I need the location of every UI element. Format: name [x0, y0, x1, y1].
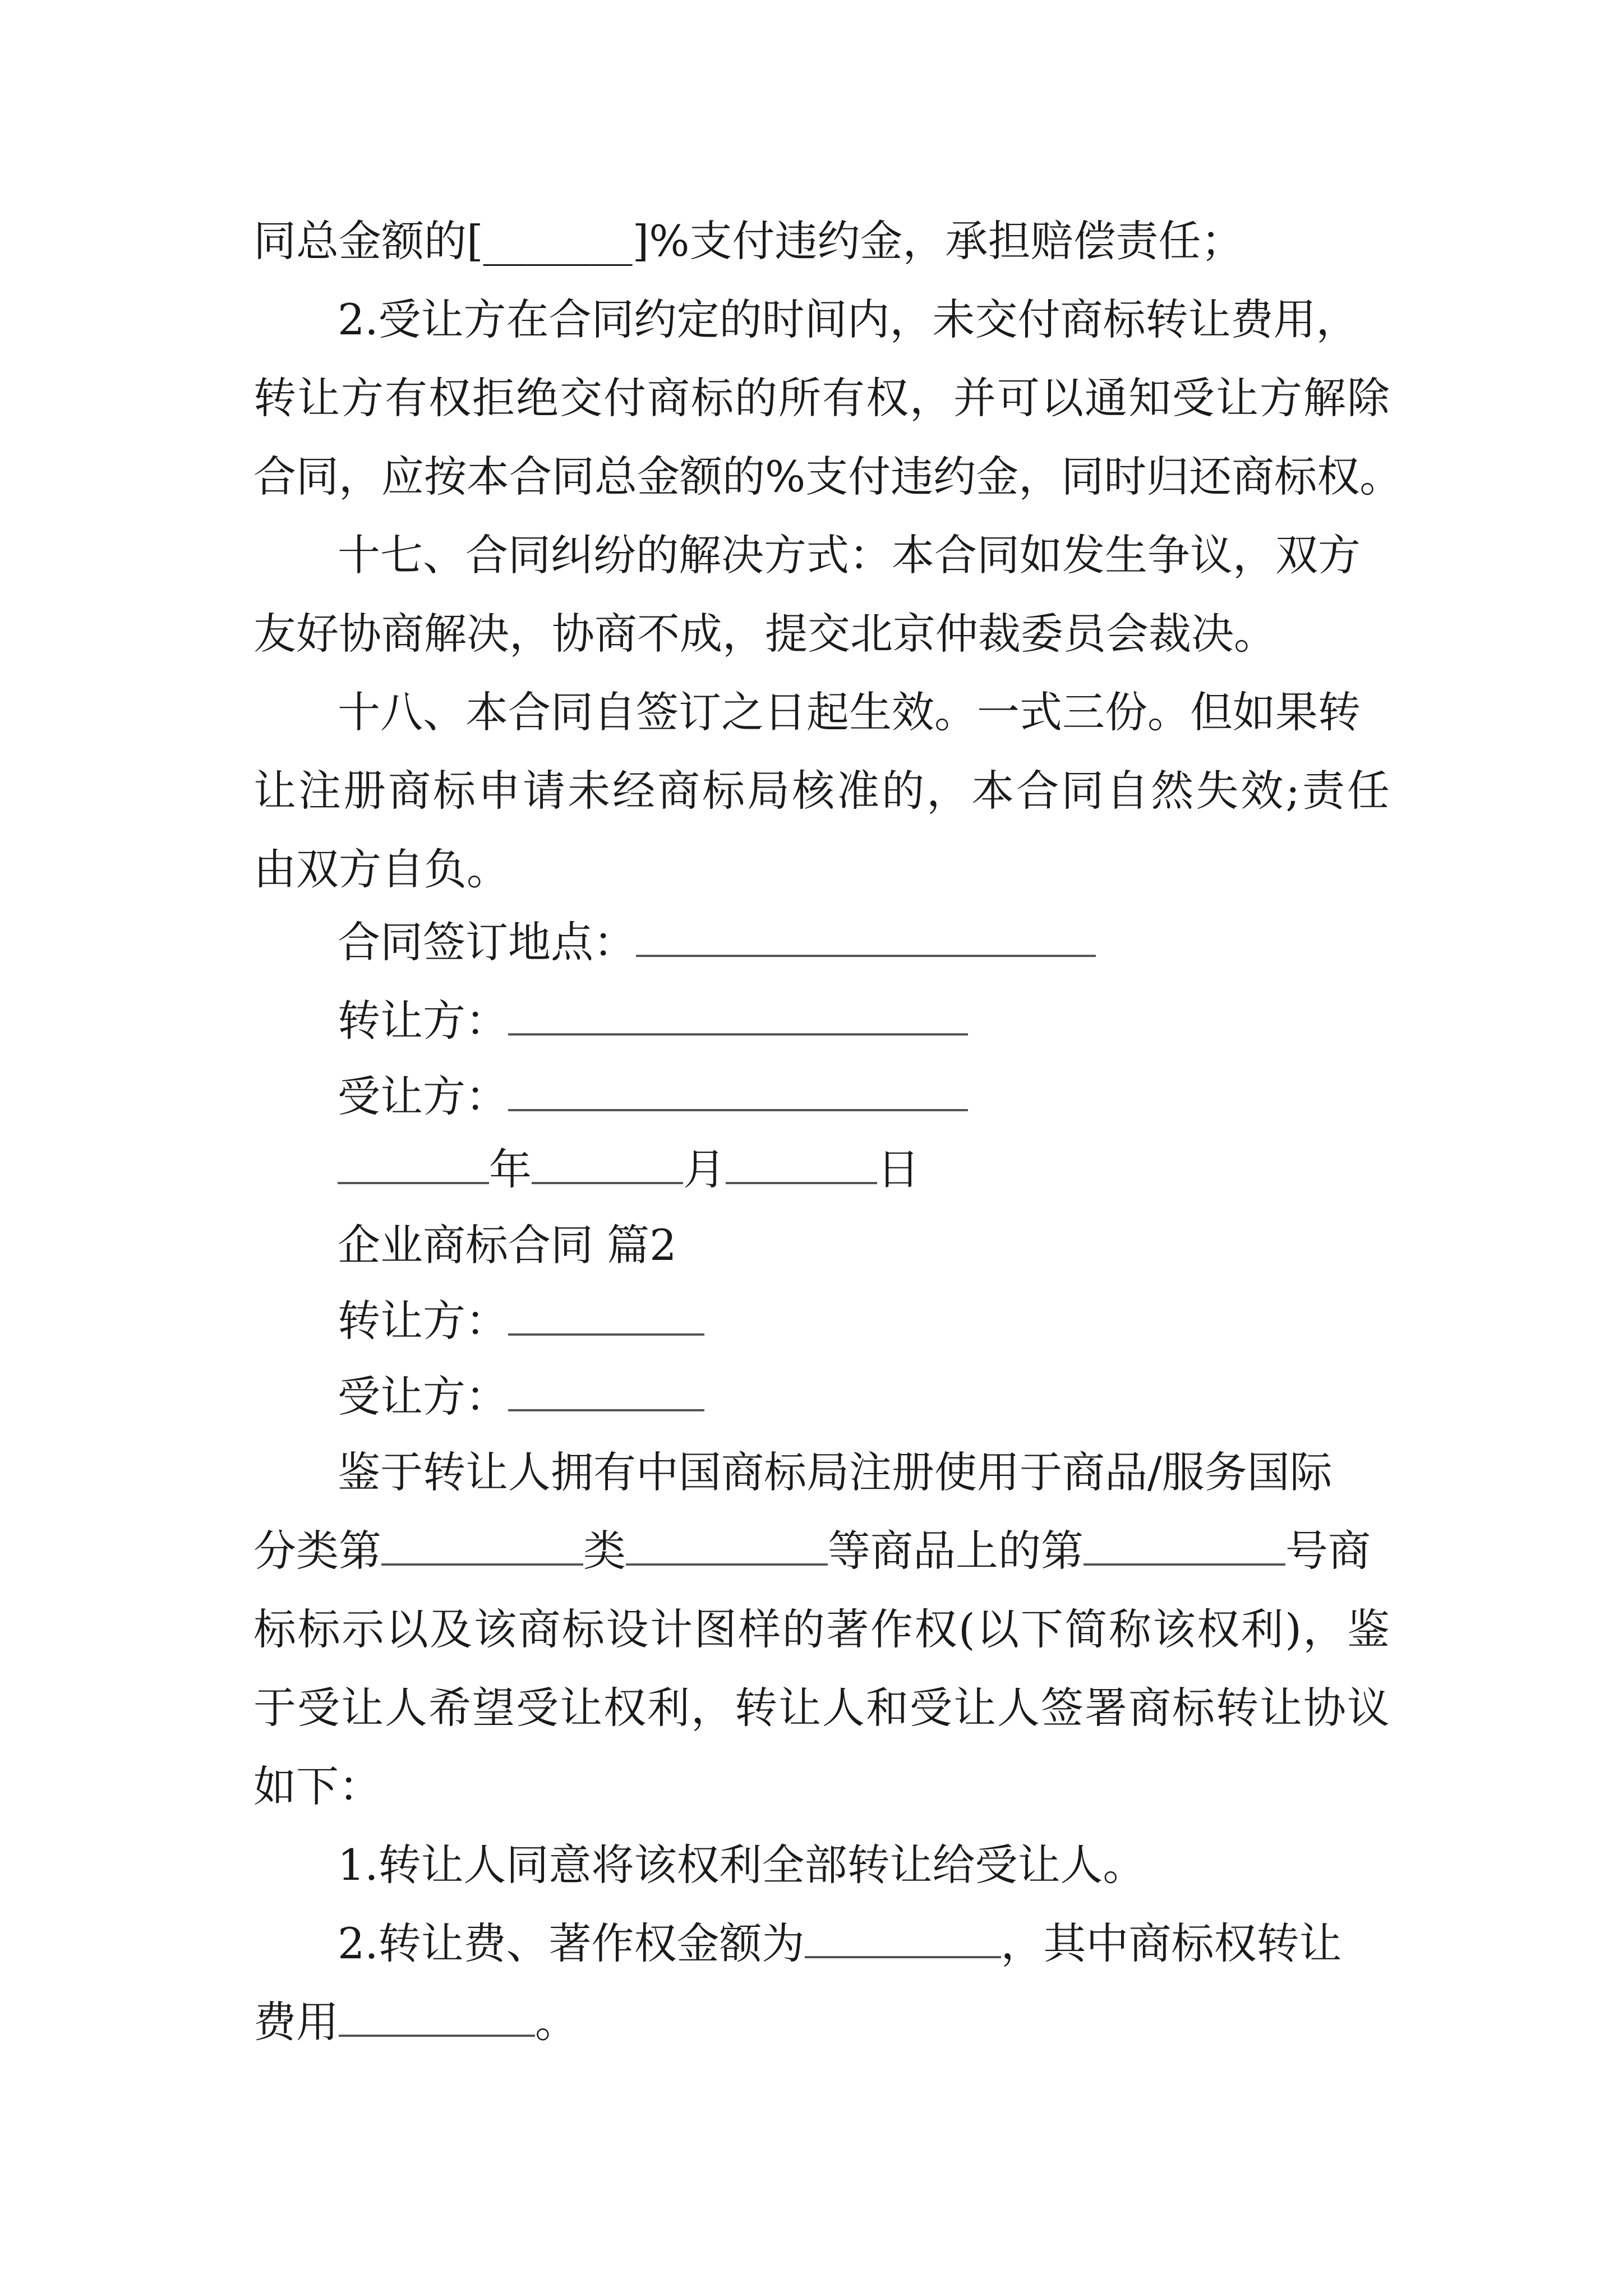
goods-blank [626, 1523, 828, 1566]
transferee-blank-2 [508, 1369, 704, 1411]
paragraph-line: 十八、本合同自签订之日起生效。一式三份。但如果转 [338, 687, 1361, 737]
transferee-label: 受让方： [338, 1071, 508, 1121]
paragraph-line: 标标示以及该商标设计图样的著作权(以下简称该权利)，鉴 [253, 1604, 1390, 1654]
paragraph-line: 十七、合同纠纷的解决方式：本合同如发生争议，双方 [338, 530, 1361, 580]
paragraph-line: 1.转让人同意将该权利全部转让给受让人。 [338, 1840, 1146, 1890]
paragraph-line: 2.受让方在合同约定的时间内，未交付商标转让费用， [338, 295, 1359, 344]
fee-label-2: 费用 [253, 1997, 339, 2047]
goods-label: 等商品上的第 [828, 1526, 1083, 1576]
transferee-line-2 [338, 1369, 704, 1425]
fee-end: 。 [535, 1997, 578, 2047]
signing-place-label: 合同签订地点： [338, 917, 636, 967]
paragraph-line: 让注册商标申请未经商标局核准的，本合同自然失效;责任 [253, 766, 1390, 816]
fee-line-2 [253, 1994, 578, 2050]
fee-continuation: ，其中商标权转让 [1000, 1918, 1342, 1968]
transferor-blank [508, 993, 968, 1036]
paragraph-line: 同总金额的[_______]%支付违约金，承担赔偿责任； [253, 216, 1244, 266]
paragraph-line: 合同，应按本合同总金额的%支付违约金，同时归还商标权。 [253, 452, 1403, 501]
signing-place-blank [636, 914, 1096, 957]
fee-amount-blank [805, 1916, 1001, 1958]
transferee-line [338, 1069, 968, 1125]
signing-place-line [338, 914, 1096, 970]
paragraph-line: 鉴于转让人拥有中国商标局注册使用于商品/服务国际 [338, 1447, 1332, 1497]
transferor-label-2: 转让方： [338, 1296, 508, 1346]
month-label: 月 [683, 1144, 726, 1194]
transferee-label-2: 受让方： [338, 1372, 508, 1421]
transferor-line-2 [338, 1293, 704, 1349]
fee-label: 2.转让费、著作权金额为 [338, 1918, 805, 1968]
month-blank [532, 1142, 683, 1184]
classification-line [253, 1523, 1371, 1579]
transferor-line [338, 993, 968, 1049]
day-label: 日 [877, 1144, 920, 1194]
fee-line [338, 1916, 1342, 1972]
class-number-blank [381, 1523, 583, 1566]
class-label: 类 [583, 1526, 626, 1576]
paragraph-line: 转让方有权拒绝交付商标的所有权，并可以通知受让方解除 [253, 373, 1390, 423]
section-heading: 企业商标合同 篇2 [338, 1220, 677, 1270]
class-prefix: 分类第 [253, 1526, 381, 1576]
paragraph-line: 友好协商解决，协商不成，提交北京仲裁委员会裁决。 [253, 609, 1276, 659]
trademark-number-blank [1083, 1523, 1285, 1566]
paragraph-line: 如下： [253, 1761, 381, 1811]
number-suffix: 号商 [1285, 1526, 1371, 1576]
date-line [338, 1142, 920, 1198]
transferee-blank [508, 1069, 968, 1111]
year-blank [338, 1142, 489, 1184]
transferor-blank-2 [508, 1293, 704, 1336]
paragraph-line: 于受让人希望受让权利，转让人和受让人签署商标转让协议 [253, 1683, 1390, 1733]
transferor-label: 转让方： [338, 996, 508, 1046]
trademark-fee-blank [339, 1994, 535, 2037]
paragraph-line: 由双方自负。 [253, 844, 509, 894]
day-blank [726, 1142, 877, 1184]
year-label: 年 [489, 1144, 532, 1194]
